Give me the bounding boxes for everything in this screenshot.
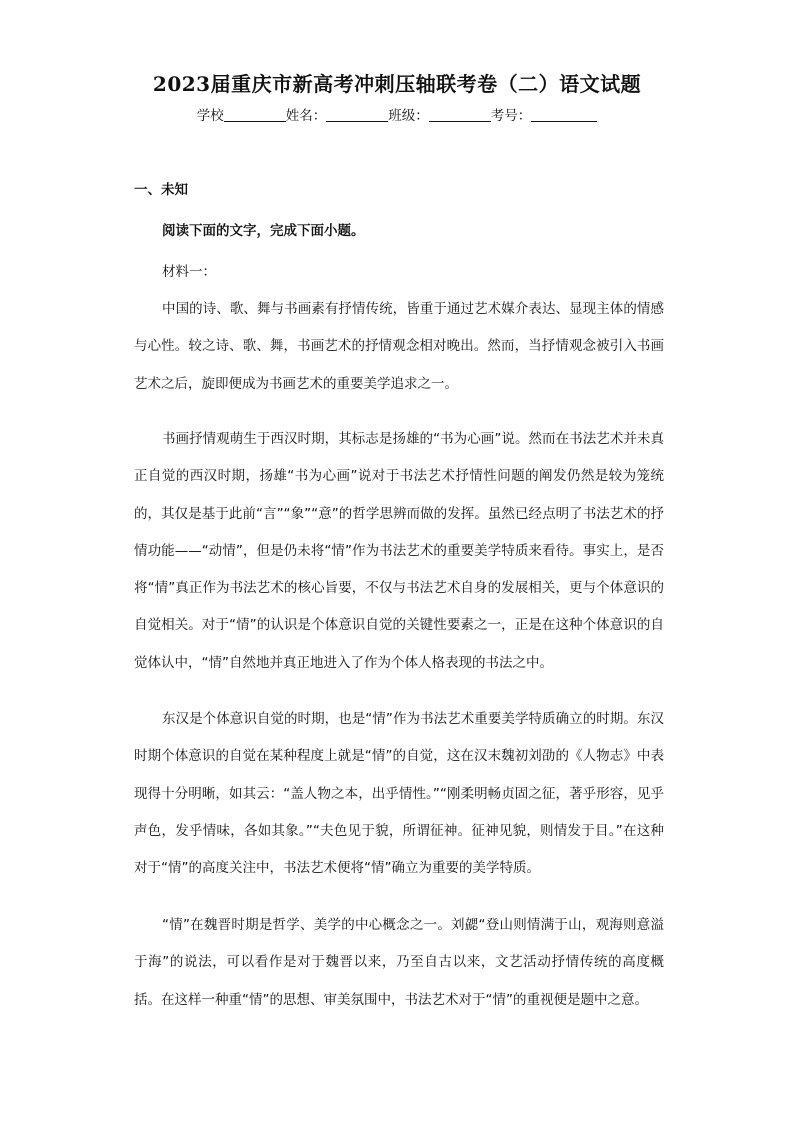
- school-blank: [224, 107, 286, 122]
- reading-instruction: 阅读下面的文字，完成下面小题。: [162, 223, 365, 239]
- paragraph-1: 中国的诗、歌、舞与书画素有抒情传统，皆重于通过艺术媒介表达、显现主体的情感与心性。较之诗、歌、舞，书画艺术的抒情观念相对晚出。然而，当抒情观念被引入书画艺术之后，旋即便成为书画艺术的重要美学追求之一。: [134, 301, 664, 392]
- material-label: 材料一：: [162, 264, 216, 280]
- exam-no-label: 考号：: [490, 108, 532, 124]
- class-label: 班级：: [388, 108, 429, 124]
- school-label: 学校: [196, 108, 224, 124]
- student-info-line: [0, 104, 794, 124]
- paragraph-3: 东汉是个体意识自觉的时期，也是“情”作为书法艺术重要美学特质确立的时期。东汉时期个体意识的自觉在某种程度上就是“情”的自觉，这在汉末魏初刘劭的《人物志》中表现得十分明晰，如其云：“盖人物之本，出乎情性。”“刚柔明畅贞固之征，著乎形容，见乎声色，发乎情味，各如其象。”“夫色见于貌，所谓征神。征神见貌，则情发于目。”在这种对于“情”的高度关注中，书法艺术便将“情”确立为重要的美学特质。: [134, 711, 664, 877]
- name-label: 姓名：: [285, 108, 327, 124]
- exam-no-blank: [531, 107, 597, 122]
- name-blank: [326, 107, 388, 122]
- page-title: 2023届重庆市新高考冲刺压轴联考卷（二）语文试题: [152, 72, 642, 96]
- paragraph-2: 书画抒情观萌生于西汉时期，其标志是扬雄的“书为心画”说。然而在书法艺术并未真正自觉的西汉时期，扬雄“书为心画”说对于书法艺术抒情性问题的阐发仍然是较为笼统的，其仅是基于此前“言”“象”“意”的哲学思辨而做的发挥。虽然已经点明了书法艺术的抒情功能——“动情”，但是仍未将“情”作为书法艺术的重要美学特质来看待。事实上，是否将“情”真正作为书法艺术的核心旨要，不仅与书法艺术自身的发展相关，更与个体意识的自觉相关。对于“情”的认识是个体意识自觉的关键性要素之一，正是在这种个体意识的自觉体认中，“情”自然地并真正地进入了作为个体人格表现的书法之中。: [134, 431, 664, 671]
- class-blank: [429, 107, 491, 122]
- paragraph-4: “情”在魏晋时期是哲学、美学的中心概念之一。刘勰“登山则情满于山，观海则意溢于海”的说法，可以看作是对于魏晋以来，乃至自古以来，文艺活动抒情传统的高度概括。在这样一种重“情”的思想、审美氛围中，书法艺术对于“情”的重视便是题中之意。: [134, 917, 664, 1008]
- section-heading: 一、未知: [134, 182, 188, 198]
